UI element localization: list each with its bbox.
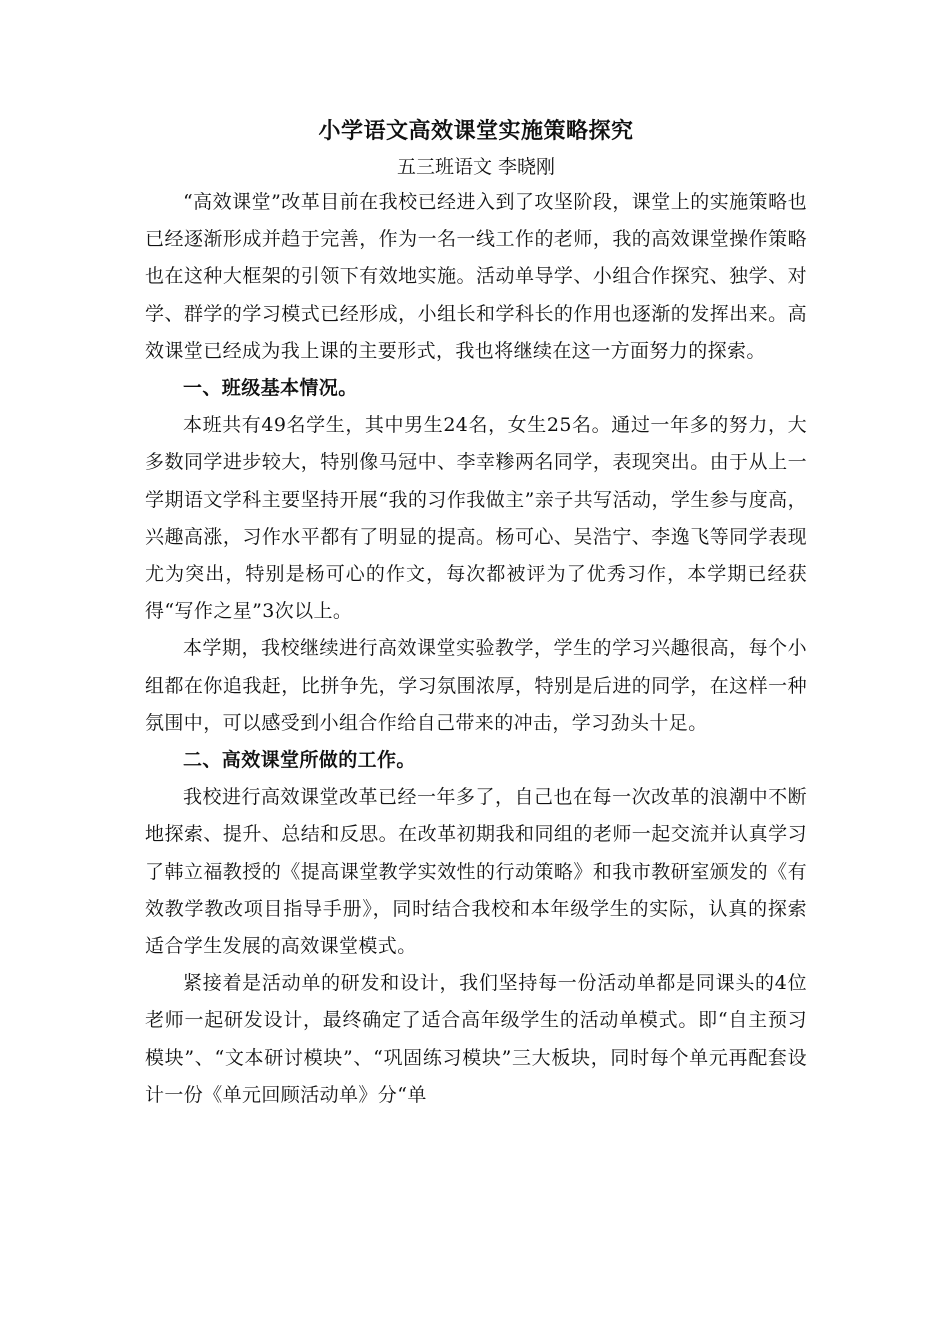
paragraph: 紧接着是活动单的研发和设计，我们坚持每一份活动单都是同课头的4位老师一起研发设计，最终确定了适合高年级学生的活动单模式。即“自主预习模块”、“文本研讨模块”、“巩固练习模块”三大板块，同时每个单元再配套设计一份《单元回顾活动单》分“单 [145,972,807,1106]
document-author: 五三班语文 李晓刚 [396,156,556,178]
section-heading-work-done: 二、高效课堂所做的工作。 [183,749,416,772]
paragraph: 本班共有49名学生，其中男生24名，女生25名。通过一年多的努力，大多数同学进步较大，特别像马冠中、李幸糁两名同学，表现突出。由于从上一学期语文学科主要坚持开展“我的习作我做主”亲子共写活动，学生参与度高，兴趣高涨，习作水平都有了明显的提高。杨可心、吴浩宁、李逸飞等同学表现尤为突出，特别是杨可心的作文，每次都被评为了优秀习作，本学期已经获得“写作之星”3次以上。 [145,414,807,623]
paragraph: 本学期，我校继续进行高效课堂实验教学，学生的学习兴趣很高，每个小组都在你追我赶，比拼争先，学习氛围浓厚，特别是后进的同学，在这样一种氛围中，可以感受到小组合作给自己带来的冲击，学习劲头十足。 [145,637,807,734]
paragraph: 我校进行高效课堂改革已经一年多了，自己也在每一次改革的浪潮中不断地探索、提升、总结和反思。在改革初期我和同组的老师一起交流并认真学习了韩立福教授的《提高课堂教学实效性的行动策略》和我市教研室颁发的《有效教学教改项目指导手册》，同时结合我校和本年级学生的实际，认真的探索适合学生发展的高效课堂模式。 [145,786,807,958]
intro-paragraph: “高效课堂”改革目前在我校已经进入到了攻坚阶段，课堂上的实施策略也已经逐渐形成并趋于完善，作为一名一线工作的老师，我的高效课堂操作策略也在这种大框架的引领下有效地实施。活动单导学、小组合作探究、独学、对学、群学的学习模式已经形成，小组长和学科长的作用也逐渐的发挥出来。高效课堂已经成为我上课的主要形式，我也将继续在这一方面努力的探索。 [145,191,807,362]
document-body [145,112,807,1114]
document-title: 小学语文高效课堂实施策略探究 [318,118,634,144]
section-heading-class-info: 一、班级基本情况。 [183,377,358,400]
